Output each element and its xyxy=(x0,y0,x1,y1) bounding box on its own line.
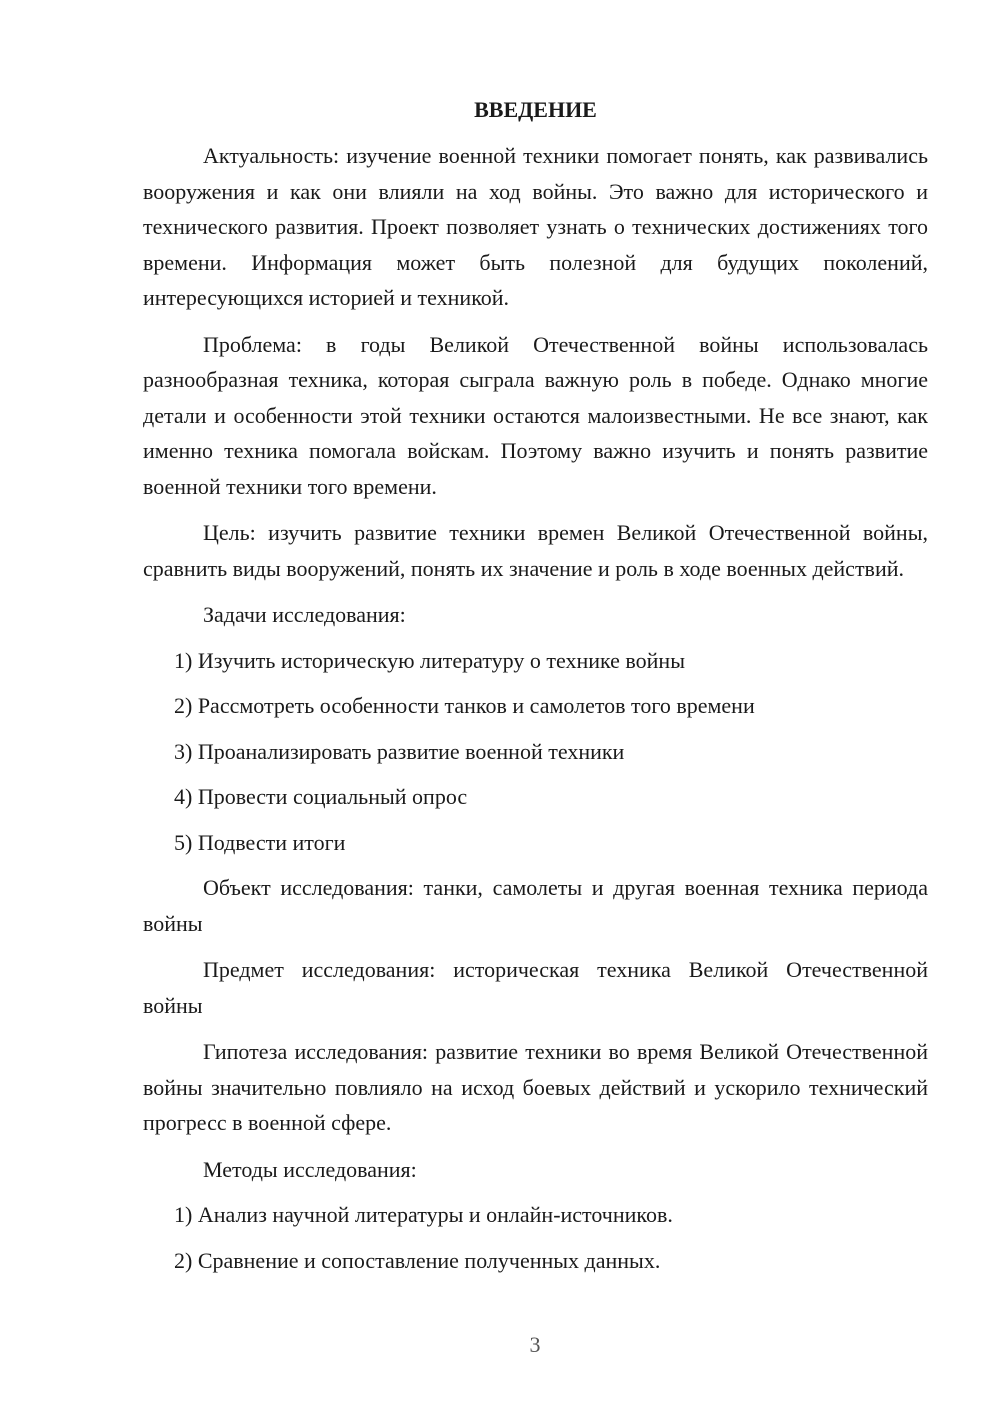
paragraph-subject: Предмет исследования: историческая техника Великой Отечественной войны xyxy=(143,957,928,1018)
list-item: 5) Подвести итоги xyxy=(174,829,346,855)
document-page xyxy=(143,92,928,1288)
page-number: 3 xyxy=(529,1332,541,1357)
methods-list xyxy=(143,1197,928,1278)
paragraph-object: Объект исследования: танки, самолеты и другая военная техника периода войны xyxy=(143,875,928,936)
methods-heading: Методы исследования: xyxy=(203,1156,417,1182)
list-item: 2) Сравнение и сопоставление полученных данных. xyxy=(174,1247,661,1273)
paragraph-goal: Цель: изучить развитие техники времен Великой Отечественной войны, сравнить виды вооружений, понять их значение и роль в ходе военных действий. xyxy=(143,520,928,581)
paragraph-hypothesis: Гипотеза исследования: развитие техники во время Великой Отечественной войны значительно повлияло на исход боевых действий и ускорило технический прогресс в военной сфере. xyxy=(143,1039,928,1135)
list-item: 3) Проанализировать развитие военной техники xyxy=(174,738,625,764)
tasks-heading: Задачи исследования: xyxy=(203,602,406,627)
page-title: ВВЕДЕНИЕ xyxy=(474,97,597,122)
paragraph-problem: Проблема: в годы Великой Отечественной войны использовалась разнообразная техника, которая сыграла важную роль в победе. Однако многие детали и особенности этой техники остаются малоизвестными. Не все знают, как именно техника помогала войскам. Поэтому важно изучить и понять развитие военной техники того времени. xyxy=(143,331,928,499)
paragraph-relevance: Актуальность: изучение военной техники помогает понять, как развивались вооружения и как они влияли на ход войны. Это важно для исторического и технического развития. Проект позволяет узнать о технических достижениях того времени. Информация может быть полезной для будущих поколений, интересующихся историей и техникой. xyxy=(143,143,928,310)
list-item: 4) Провести социальный опрос xyxy=(174,784,468,809)
list-item: 1) Изучить историческую литературу о технике войны xyxy=(174,647,685,673)
tasks-list xyxy=(143,643,928,861)
list-item: 1) Анализ научной литературы и онлайн-источников. xyxy=(174,1202,673,1227)
list-item: 2) Рассмотреть особенности танков и самолетов того времени xyxy=(174,693,755,718)
